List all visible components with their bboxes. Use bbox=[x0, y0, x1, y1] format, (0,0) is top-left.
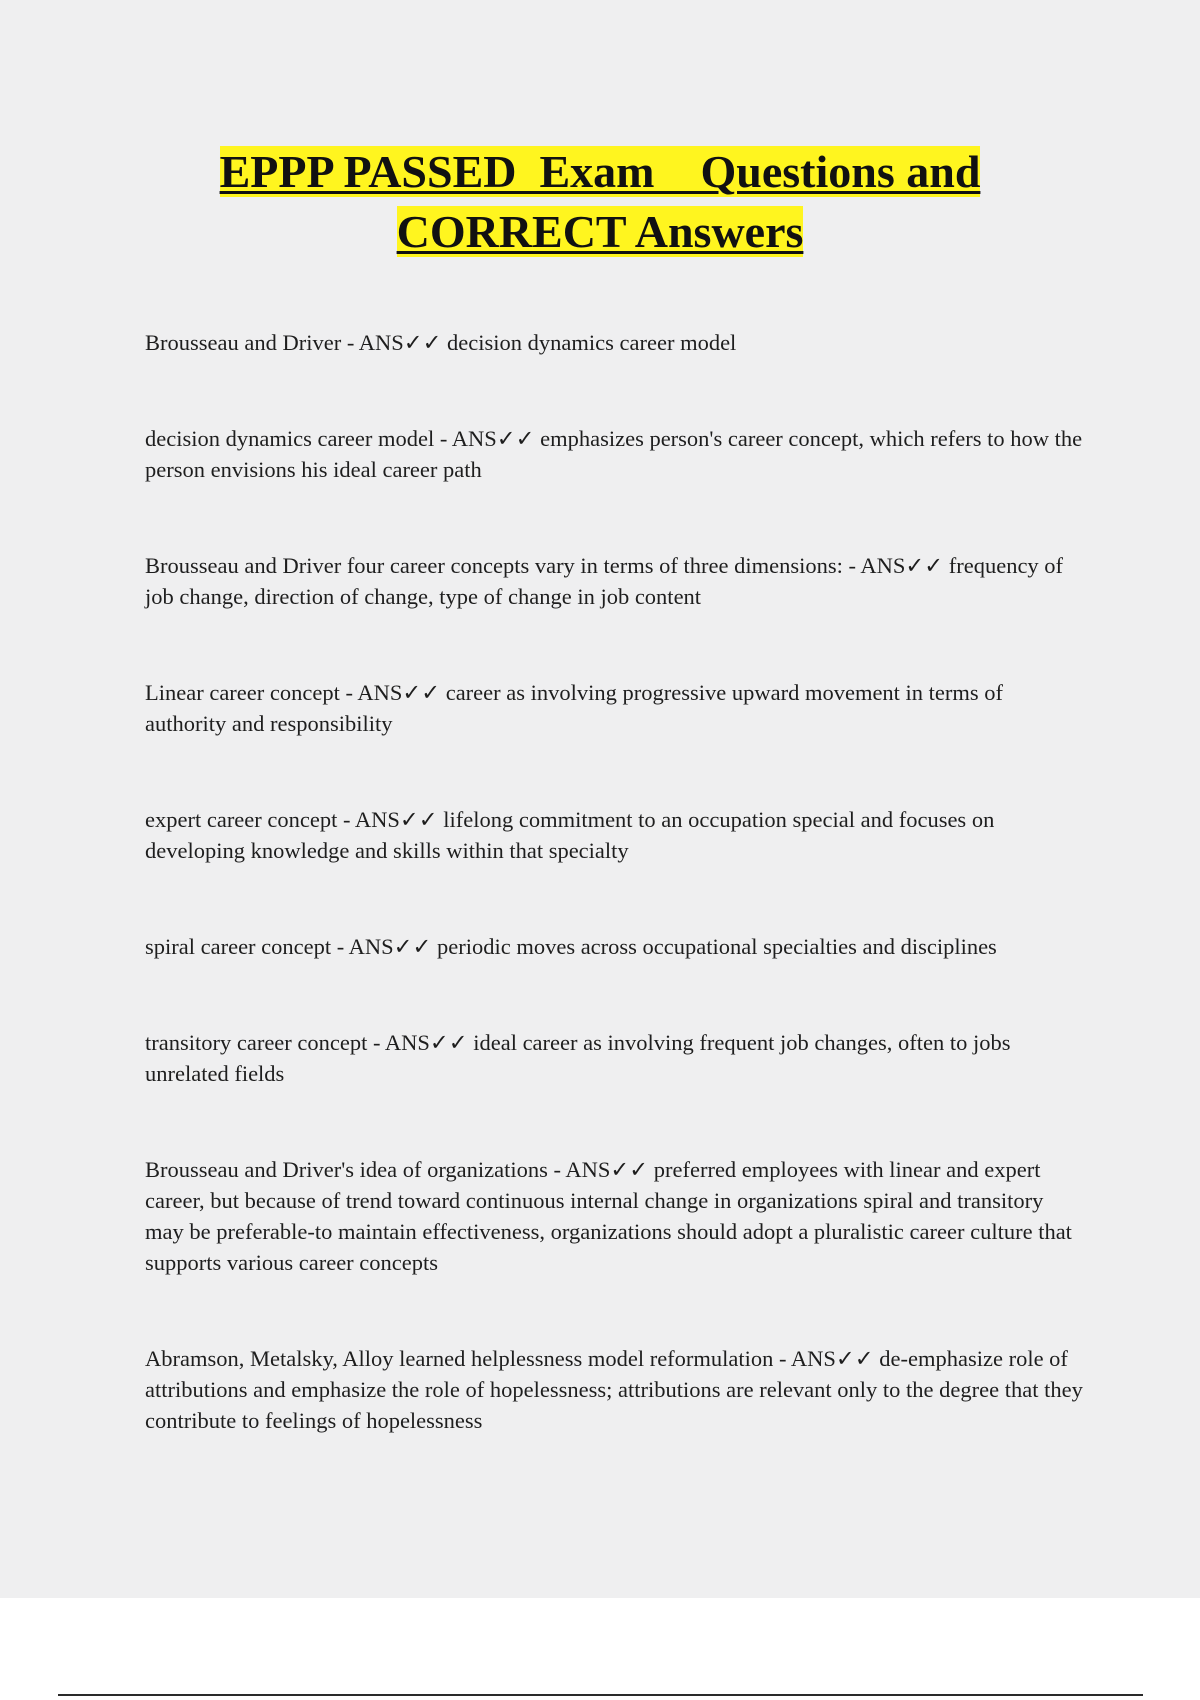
question-term: Brousseau and Driver's idea of organizations bbox=[145, 1157, 548, 1182]
answer-text: de-emphasize role of attributions and emphasize the role of hopelessness; attributions are relevant only to the degree that they contribute to feelings of hopelessness bbox=[145, 1346, 1083, 1433]
qa-entry bbox=[145, 931, 1085, 962]
question-term: expert career concept bbox=[145, 807, 338, 832]
answer-text: ideal career as involving frequent job changes, often to jobs unrelated fields bbox=[145, 1030, 1011, 1086]
answer-marker: - ANS✓✓ bbox=[331, 934, 437, 959]
question-term: Linear career concept bbox=[145, 680, 340, 705]
answer-text: frequency of job change, direction of change, type of change in job content bbox=[145, 553, 1064, 609]
qa-entry bbox=[145, 804, 1085, 866]
answer-marker: - ANS✓✓ bbox=[339, 680, 446, 705]
answer-marker: - ANS✓✓ bbox=[434, 426, 541, 451]
question-term: decision dynamics career model bbox=[145, 426, 435, 451]
qa-entry bbox=[145, 1154, 1085, 1278]
answer-text: decision dynamics career model bbox=[447, 330, 737, 355]
answer-text: periodic moves across occupational specialties and disciplines bbox=[436, 934, 997, 959]
answer-marker: - ANS✓✓ bbox=[367, 1030, 474, 1055]
title-line-2: CORRECT Answers bbox=[396, 206, 804, 257]
question-term: transitory career concept bbox=[145, 1030, 368, 1055]
question-term: Abramson, Metalsky, Alloy learned helplessness model reformulation bbox=[145, 1346, 774, 1371]
answer-marker: - ANS✓✓ bbox=[341, 330, 448, 355]
question-term: spiral career concept bbox=[145, 934, 332, 959]
qa-entry bbox=[145, 327, 1085, 358]
answer-marker: - ANS✓✓ bbox=[842, 553, 949, 578]
page-footer-divider bbox=[58, 1694, 1143, 1696]
answer-text: preferred employees with linear and expert career, but because of trend toward continuous internal change in organizations spiral and transitory may be preferable-to maintain effectiveness, organizations should adopt a pluralistic career culture that supports various career concepts bbox=[145, 1157, 1072, 1275]
question-term: Brousseau and Driver four career concepts vary in terms of three dimensions: bbox=[145, 553, 843, 578]
document-title bbox=[0, 142, 1200, 262]
qa-entry bbox=[145, 1027, 1085, 1089]
answer-text: lifelong commitment to an occupation special and focuses on developing knowledge and skills within that specialty bbox=[145, 807, 995, 863]
answer-marker: - ANS✓✓ bbox=[547, 1157, 654, 1182]
answer-marker: - ANS✓✓ bbox=[773, 1346, 880, 1371]
qa-entry bbox=[145, 550, 1085, 612]
qa-entry bbox=[145, 1343, 1085, 1436]
qa-entry bbox=[145, 423, 1085, 485]
title-line-1: EPPP PASSED Exam Questions and bbox=[219, 146, 981, 197]
qa-list bbox=[145, 327, 1085, 1501]
answer-text: career as involving progressive upward movement in terms of authority and responsibility bbox=[145, 680, 1004, 736]
question-term: Brousseau and Driver bbox=[145, 330, 342, 355]
answer-text: emphasizes person's career concept, which refers to how the person envisions his ideal career path bbox=[145, 426, 1083, 482]
qa-entry bbox=[145, 677, 1085, 739]
answer-marker: - ANS✓✓ bbox=[337, 807, 444, 832]
